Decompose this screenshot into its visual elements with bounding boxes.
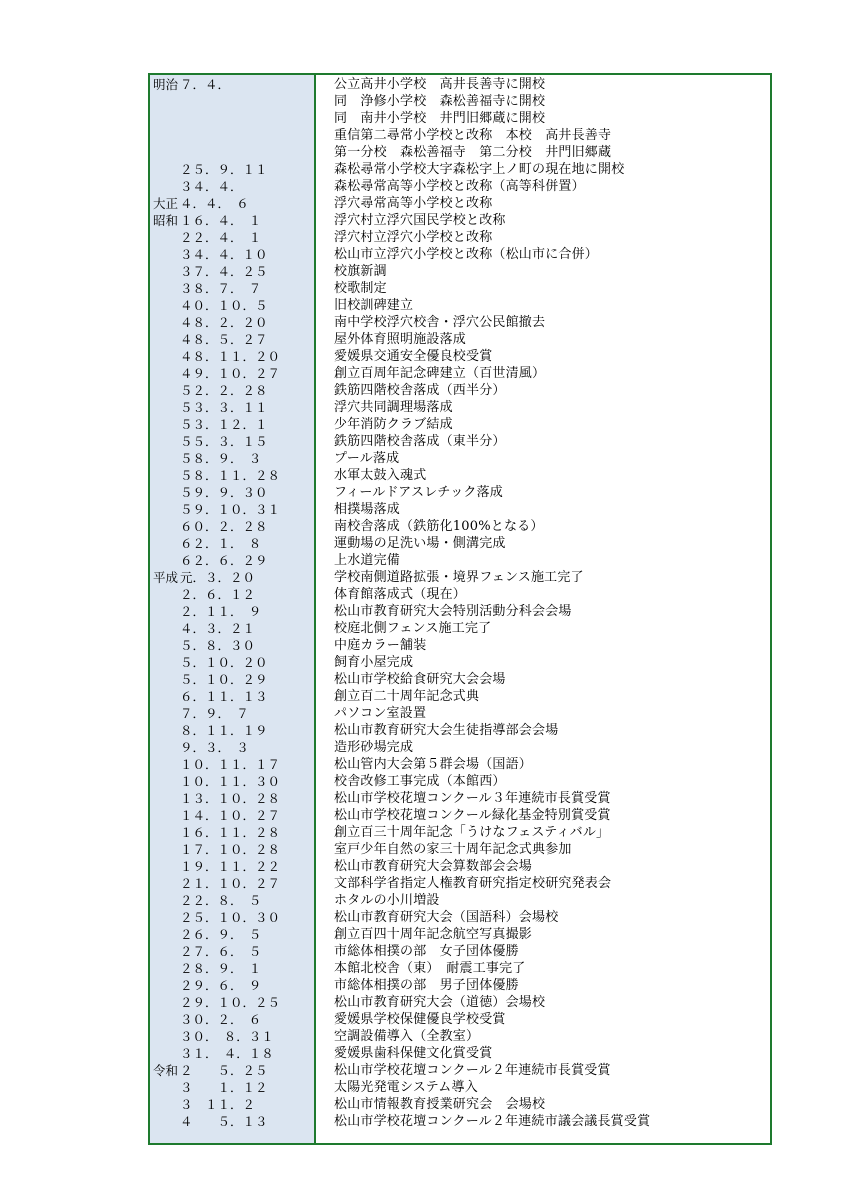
date-cell: ２７．６． ５ [180,944,262,959]
date-cell: ３８．７． ７ [180,281,262,296]
event-cell: 松山市教育研究大会特別活動分科会会場 [334,604,572,619]
date-cell: ２５．１０．３０ [180,910,281,925]
date-cell: ７．９． ７ [180,706,249,721]
event-cell: 旧校訓碑建立 [334,298,414,313]
event-cell: プール落成 [334,451,400,466]
event-cell: 上水道完備 [334,553,401,568]
table-row [150,365,770,382]
table-row [150,433,770,450]
table-row [150,416,770,433]
event-cell: 少年消防クラブ結成 [334,417,453,432]
table-row [150,569,770,586]
date-cell: ５５．３．１５ [180,434,268,449]
table-row [150,705,770,722]
date-cell: ５２．２．２８ [180,383,268,398]
event-cell: 飼育小屋完成 [334,655,414,670]
event-cell: 文部科学省指定人権教育研究指定校研究発表会 [334,876,612,891]
table-row [150,1079,770,1096]
table-row [150,620,770,637]
date-cell: １３．１０．２８ [180,791,281,806]
era-label: 令和 [153,1063,179,1078]
date-cell: ４．４． ６ [180,196,249,211]
date-cell: ２．１１． ９ [180,604,262,619]
date-cell: ６２．６．２９ [180,553,268,568]
date-cell: ４８．１１．２０ [180,349,281,364]
table-row [150,858,770,875]
date-cell: １６．４． １ [180,213,262,228]
era-label: 大正 [153,196,179,211]
table-row [150,110,770,127]
table-row [150,977,770,994]
date-cell: ５８．１１．２８ [180,468,281,483]
event-cell: 運動場の足洗い場・側溝完成 [334,536,506,551]
date-cell: １７．１０．２８ [180,842,281,857]
date-cell: ５．１０．２９ [180,672,268,687]
date-cell: ３ １１．２ [180,1097,256,1112]
date-cell: ２．６．１２ [180,587,256,602]
date-cell: ２８．９． １ [180,961,262,976]
table-row [150,637,770,654]
table-row [150,790,770,807]
table-row [150,756,770,773]
date-cell: １６．１１．２８ [180,825,281,840]
date-cell: ３４．４． [180,179,243,194]
table-row [150,1028,770,1045]
table-row [150,297,770,314]
date-cell: １４．１０．２７ [180,808,281,823]
event-cell: 相撲場落成 [334,502,401,517]
event-cell: 森松尋常小学校大字森松字上ノ町の現在地に開校 [334,162,625,177]
era-label: 昭和 [153,213,179,228]
date-cell: ５３．３．１１ [180,400,268,415]
event-cell: 松山市教育研究大会生徒指導部会会場 [334,723,559,738]
table-row [150,892,770,909]
date-cell: ２９．１０．２５ [180,995,281,1010]
event-cell: 創立百二十周年記念式典 [334,689,480,704]
event-cell: パソコン室設置 [334,706,427,721]
event-cell: 重信第二尋常小学校と改称 本校 高井長善寺 [334,128,612,143]
table-row [150,824,770,841]
table-row [150,144,770,161]
table-row [150,1113,770,1130]
event-cell: 空調設備導入（全教室） [334,1029,480,1044]
table-row [150,1045,770,1062]
date-cell: ５３．１２．１ [180,417,268,432]
date-cell: ４８．５．２７ [180,332,268,347]
history-table [148,73,772,1145]
table-row [150,450,770,467]
table-row [150,280,770,297]
table-row [150,93,770,110]
date-cell: ５８．９． ３ [180,451,262,466]
table-row [150,875,770,892]
table-row [150,348,770,365]
table-row [150,671,770,688]
table-row [150,484,770,501]
table-row [150,552,770,569]
table-row [150,263,770,280]
table-row [150,1062,770,1079]
table-row [150,586,770,603]
event-cell: 松山市学校花壇コンクール緑化基金特別賞受賞 [334,808,611,823]
date-cell: ３１． ４．１８ [180,1046,274,1061]
table-row [150,654,770,671]
table-row [150,841,770,858]
event-cell: 松山市教育研究大会（国語科）会場校 [334,910,559,925]
date-cell: 元．３．２０ [180,570,256,585]
event-cell: 中庭カラー舗装 [334,638,427,653]
table-row [150,518,770,535]
event-cell: 水軍太鼓入魂式 [334,468,427,483]
event-cell: 浮穴村立浮穴小学校と改称 [334,230,493,245]
date-cell: ３ １．１２ [180,1080,268,1095]
table-row [150,399,770,416]
date-cell: ３７．４．２５ [180,264,268,279]
table-row [150,603,770,620]
date-cell: ６０．２．２８ [180,519,268,534]
event-cell: 森松尋常高等小学校と改称（高等科併置） [334,179,585,194]
table-row [150,382,770,399]
date-cell: ２２．４． １ [180,230,262,245]
event-cell: 屋外体育照明施設落成 [334,332,467,347]
table-row [150,1096,770,1113]
date-cell: ３０． ８．３１ [180,1029,274,1044]
event-cell: 創立百三十周年記念「うけなフェスティバル」 [334,825,610,840]
event-cell: 鉄筋四階校舎落成（西半分） [334,383,506,398]
event-cell: 校庭北側フェンス施工完了 [334,621,492,636]
event-cell: 第一分校 森松善福寺 第二分校 井門旧郷蔵 [334,145,612,160]
event-cell: 校歌制定 [334,281,387,296]
table-row [150,688,770,705]
date-cell: ５．８．３０ [180,638,256,653]
date-cell: ８．１１．１９ [180,723,268,738]
event-cell: 愛媛県学校保健優良学校受賞 [334,1012,506,1027]
event-cell: 校舎改修工事完成（本館西） [334,774,506,789]
date-cell: ２５．９．１１ [180,162,268,177]
event-cell: 松山市学校給食研究大会会場 [334,672,506,687]
table-row [150,994,770,1011]
event-cell: 室戸少年自然の家三十周年記念式典参加 [334,842,572,857]
table-row [150,178,770,195]
date-cell: ４９．１０．２７ [180,366,281,381]
event-cell: 本館北校舎（東） 耐震工事完了 [334,961,526,976]
event-cell: 市総体相撲の部 男子団体優勝 [334,978,519,993]
table-row [150,314,770,331]
table-row [150,212,770,229]
event-cell: 松山市学校花壇コンクール３年連続市長賞受賞 [334,791,611,806]
date-cell: ２ ５．２５ [180,1063,268,1078]
table-row [150,926,770,943]
table-row [150,331,770,348]
event-cell: 浮穴村立浮穴国民学校と改称 [334,213,506,228]
era-label: 明治 [153,77,179,92]
table-row [150,195,770,212]
date-cell: ２１．１０．２７ [180,876,281,891]
event-cell: 松山市情報教育授業研究会 会場校 [334,1097,546,1112]
date-cell: ６．１１．１３ [180,689,268,704]
table-row [150,501,770,518]
event-cell: 浮穴尋常高等小学校と改称 [334,196,493,211]
event-cell: 南中学校浮穴校舎・浮穴公民館撤去 [334,315,546,330]
date-cell: ３０．２． ６ [180,1012,262,1027]
date-cell: ５９．９．３０ [180,485,268,500]
table-row [150,229,770,246]
date-cell: ４．３．２１ [180,621,256,636]
event-cell: 松山市学校花壇コンクール２年連続市長賞受賞 [334,1063,611,1078]
era-label: 平成 [153,570,179,585]
date-cell: ７．４． [180,77,231,92]
event-cell: 公立高井小学校 高井長善寺に開校 [334,77,546,92]
event-cell: 愛媛県交通安全優良校受賞 [334,349,493,364]
event-cell: 愛媛県歯科保健文化賞受賞 [334,1046,493,1061]
event-cell: 市総体相撲の部 女子団体優勝 [334,944,519,959]
event-cell: 松山市立浮穴小学校と改称（松山市に合併） [334,247,599,262]
event-cell: 南校舎落成（鉄筋化100%となる） [334,519,544,534]
table-row [150,1011,770,1028]
event-cell: 同 南井小学校 井門旧郷蔵に開校 [334,111,546,126]
table-row [150,76,770,93]
table-row [150,807,770,824]
event-cell: 同 浄修小学校 森松善福寺に開校 [334,94,546,109]
date-cell: ４０．１０．５ [180,298,268,313]
date-cell: ４ ５．１３ [180,1114,268,1129]
date-cell: ２６．９． ５ [180,927,262,942]
date-cell: ５９．１０．３１ [180,502,281,517]
table-row [150,161,770,178]
date-cell: １０．１１．３０ [180,774,281,789]
table-row [150,722,770,739]
table-row [150,943,770,960]
event-cell: 学校南側道路拡張・境界フェンス施工完了 [334,570,584,585]
event-cell: 体育館落成式（現在） [334,587,467,602]
table-row [150,246,770,263]
date-cell: ３４．４．１０ [180,247,268,262]
date-cell: ９．３． ３ [180,740,249,755]
table-row [150,739,770,756]
event-cell: 太陽光発電システム導入 [334,1080,478,1095]
date-cell: ４８．２．２０ [180,315,268,330]
event-cell: 鉄筋四階校舎落成（東半分） [334,434,506,449]
date-cell: ２９．６． ９ [180,978,262,993]
date-cell: ２２．８． ５ [180,893,262,908]
event-cell: 松山市教育研究大会算数部会会場 [334,859,533,874]
event-cell: 創立百周年記念碑建立（百世清風） [334,366,546,381]
event-cell: ホタルの小川増設 [334,893,440,908]
event-cell: 創立百四十周年記念航空写真撮影 [334,927,533,942]
event-cell: 造形砂場完成 [334,740,414,755]
event-cell: フィールドアスレチック落成 [334,485,504,500]
table-row [150,909,770,926]
date-cell: ５．１０．２０ [180,655,268,670]
date-cell: １０．１１．１７ [180,757,281,772]
table-row [150,127,770,144]
event-cell: 松山管内大会第５群会場（国語） [334,757,533,772]
event-cell: 松山市教育研究大会（道徳）会場校 [334,995,546,1010]
event-cell: 浮穴共同調理場落成 [334,400,453,415]
table-row [150,535,770,552]
table-row [150,467,770,484]
date-cell: ６２．１． ８ [180,536,262,551]
table-row [150,960,770,977]
event-cell: 校旗新調 [334,264,387,279]
table-row [150,773,770,790]
event-cell: 松山市学校花壇コンクール２年連続市議会議長賞受賞 [334,1114,651,1129]
date-cell: １９．１１．２２ [180,859,281,874]
